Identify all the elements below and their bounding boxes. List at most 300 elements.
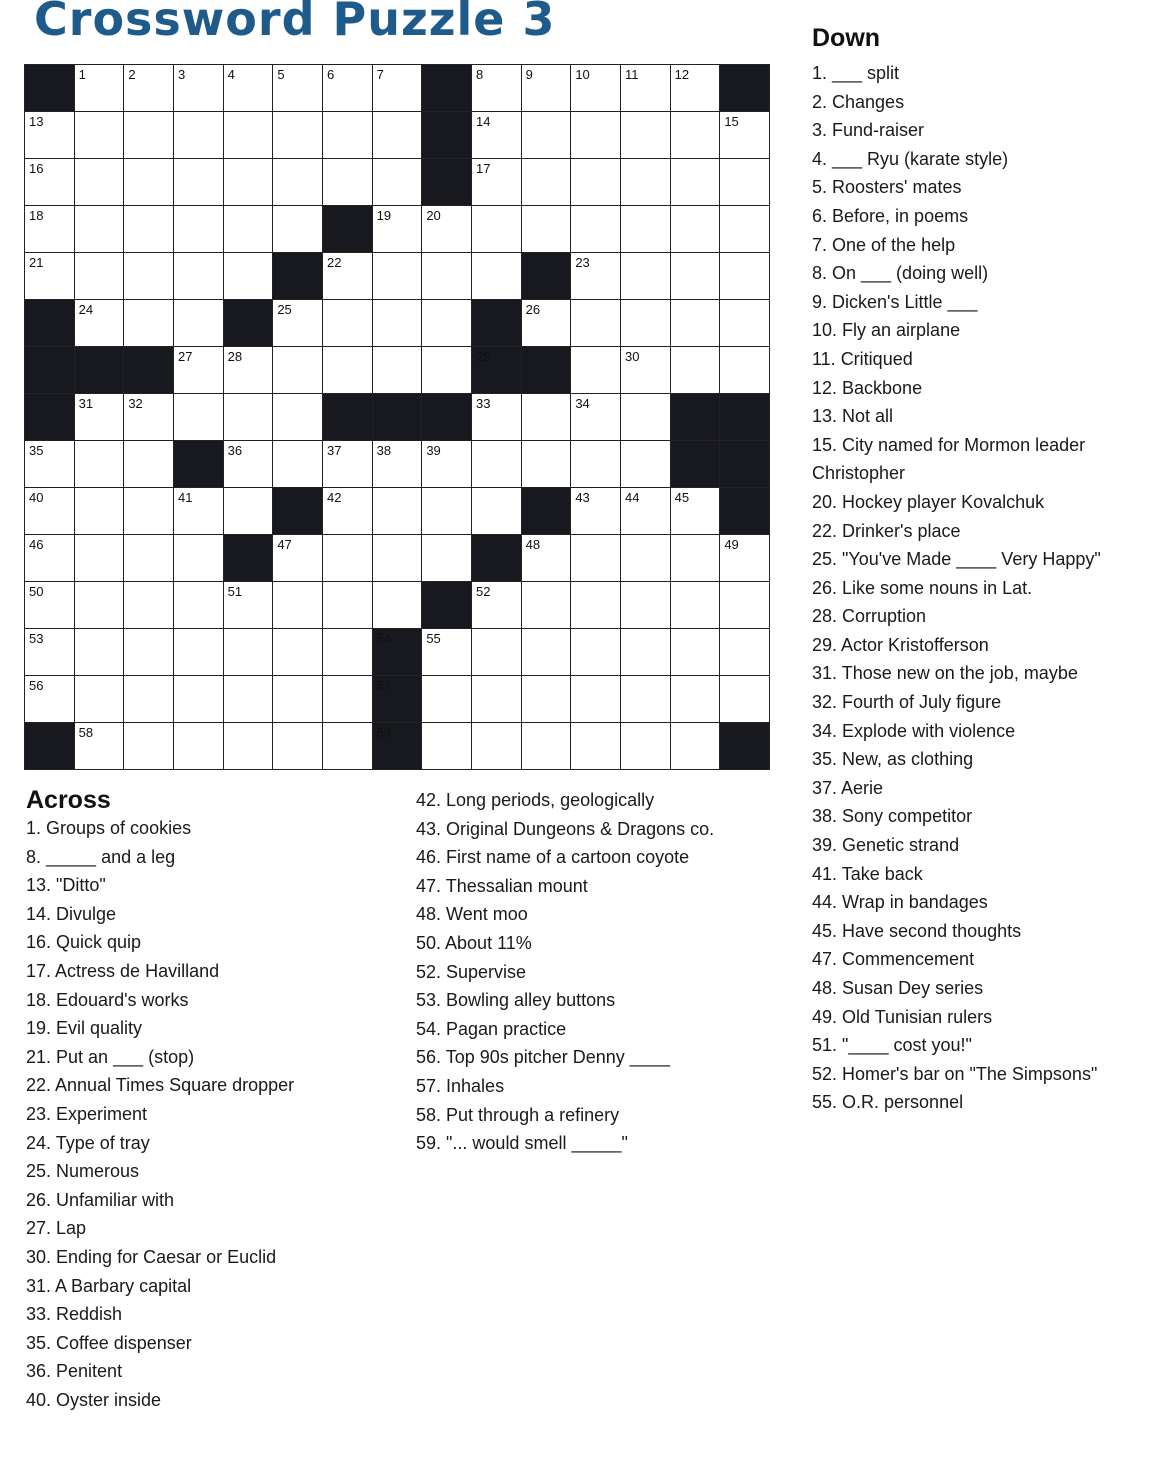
grid-cell[interactable] [323,253,372,299]
grid-cell[interactable] [174,300,223,346]
black-square [323,206,372,252]
grid-cell[interactable] [124,112,173,158]
grid-cell[interactable] [472,65,521,111]
grid-cell[interactable] [124,65,173,111]
grid-cell[interactable] [373,535,422,581]
clue-item: 11. Critiqued [812,348,913,369]
grid-cell[interactable] [273,629,322,675]
clue-item: 5. Roosters' mates [812,177,962,198]
black-square [124,347,173,393]
grid-cell[interactable] [571,629,620,675]
grid-cell[interactable] [522,676,571,722]
grid-cell[interactable] [124,441,173,487]
grid-cell[interactable] [224,676,273,722]
grid-cell[interactable] [75,441,124,487]
clue-item: Christopher [812,463,906,484]
grid-cell[interactable] [124,394,173,440]
cell-number: 13 [29,114,44,129]
grid-cell[interactable] [571,394,620,440]
grid-cell[interactable] [124,206,173,252]
grid-cell[interactable] [571,112,620,158]
grid-cell[interactable] [373,159,422,205]
grid-cell[interactable] [472,582,521,628]
clue-item: 59. "... would smell _____" [416,1133,628,1154]
grid-cell[interactable] [621,206,670,252]
grid-cell[interactable] [621,112,670,158]
crossword-grid [24,64,770,770]
grid-cell[interactable] [522,300,571,346]
grid-cell[interactable] [522,629,571,675]
grid-cell[interactable] [472,488,521,534]
black-square [174,441,223,487]
grid-cell[interactable] [174,629,223,675]
grid-cell[interactable] [571,723,620,769]
grid-cell[interactable] [224,488,273,534]
grid-cell[interactable] [522,112,571,158]
grid-cell[interactable] [75,65,124,111]
clue-item: 39. Genetic strand [812,835,960,856]
grid-cell[interactable] [373,300,422,346]
clue-item: 26. Like some nouns in Lat. [812,577,1033,598]
cell-number: 12 [674,67,690,82]
grid-cell[interactable] [25,582,74,628]
grid-cell[interactable] [720,206,769,252]
grid-cell[interactable] [621,535,670,581]
grid-cell[interactable] [224,65,273,111]
grid-cell[interactable] [621,488,670,534]
clue-item: 30. Ending for Caesar or Euclid [26,1246,277,1267]
grid-cell[interactable] [224,347,273,393]
clue-item: 18. Edouard's works [26,989,189,1010]
cell-number: 50 [29,584,44,599]
grid-cell[interactable] [124,159,173,205]
grid-cell[interactable] [25,488,74,534]
grid-cell[interactable] [323,441,372,487]
grid-cell[interactable] [273,723,322,769]
grid-cell[interactable] [75,112,124,158]
grid-cell[interactable] [522,441,571,487]
down-heading: Down [812,24,881,52]
grid-cell[interactable] [720,112,769,158]
grid-cell[interactable] [671,159,720,205]
grid-cell[interactable] [174,723,223,769]
grid-cell[interactable] [273,441,322,487]
grid-cell[interactable] [25,112,74,158]
grid-cell[interactable] [373,206,422,252]
grid-cell[interactable] [621,300,670,346]
grid-cell[interactable] [373,441,422,487]
grid-cell[interactable] [273,394,322,440]
cell-number: 42 [327,490,342,505]
cell-number: 25 [277,302,292,317]
cell-number: 46 [29,537,44,552]
grid-cell[interactable] [323,676,372,722]
clue-item: 46. First name of a cartoon coyote [416,847,690,868]
cell-number: 33 [476,396,491,411]
grid-cell[interactable] [472,723,521,769]
grid-cell[interactable] [273,535,322,581]
grid-cell[interactable] [373,582,422,628]
grid-cell[interactable] [25,206,74,252]
clue-item: 52. Homer's bar on "The Simpsons" [812,1063,1098,1084]
cell-number: 20 [426,208,441,223]
grid-cell[interactable] [571,488,620,534]
grid-cell[interactable] [671,300,720,346]
grid-cell[interactable] [124,253,173,299]
grid-cell[interactable] [422,629,471,675]
grid-cell[interactable] [224,629,273,675]
grid-cell[interactable] [671,676,720,722]
grid-cell[interactable] [373,65,422,111]
cell-number: 56 [29,678,44,693]
clue-item: 17. Actress de Havilland [26,960,220,981]
grid-cell[interactable] [621,253,670,299]
grid-cell[interactable] [25,253,74,299]
grid-cell[interactable] [224,253,273,299]
grid-cell[interactable] [373,112,422,158]
grid-cell[interactable] [174,253,223,299]
black-square [224,535,273,581]
grid-cell[interactable] [522,394,571,440]
grid-cell[interactable] [75,535,124,581]
clue-item: 43. Original Dungeons & Dragons co. [416,818,715,839]
grid-cell[interactable] [720,629,769,675]
grid-cell[interactable] [124,300,173,346]
grid-cell[interactable] [472,159,521,205]
grid-cell[interactable] [671,723,720,769]
clue-item: 14. Divulge [26,903,117,924]
grid-cell[interactable] [373,488,422,534]
grid-cell[interactable] [472,441,521,487]
cell-number: 8 [476,67,484,82]
clue-item: 13. "Ditto" [26,875,106,896]
grid-cell[interactable] [422,253,471,299]
grid-cell[interactable] [174,394,223,440]
black-square [273,488,322,534]
grid-cell[interactable] [571,676,620,722]
clue-item: 42. Long periods, geologically [416,790,655,810]
cell-number: 51 [227,584,243,599]
cell-number: 35 [29,443,44,458]
black-square [75,347,124,393]
clue-item: 26. Unfamiliar with [26,1189,175,1210]
black-square [25,300,74,346]
grid-cell[interactable] [124,723,173,769]
grid-cell[interactable] [75,300,124,346]
grid-cell[interactable] [25,159,74,205]
grid-cell[interactable] [571,253,620,299]
grid-cell[interactable] [323,159,372,205]
grid-cell[interactable] [323,535,372,581]
clue-item: 33. Reddish [26,1304,123,1325]
grid-cell[interactable] [621,347,670,393]
grid-cell[interactable] [124,582,173,628]
grid-cell[interactable] [124,488,173,534]
grid-cell[interactable] [75,629,124,675]
grid-cell[interactable] [75,159,124,205]
black-square [422,65,471,111]
grid-cell[interactable] [124,676,173,722]
grid-cell[interactable] [671,488,720,534]
grid-cell[interactable] [75,488,124,534]
cell-number: 15 [724,114,739,129]
clue-item: 24. Type of tray [26,1132,150,1153]
grid-cell[interactable] [174,676,223,722]
grid-cell[interactable] [273,347,322,393]
grid-cell[interactable] [720,300,769,346]
black-square [373,676,422,722]
cell-number: 5 [277,67,285,82]
puzzle-title: Crossword Puzzle 3 [34,0,556,46]
grid-cell[interactable] [373,253,422,299]
grid-cell[interactable] [720,159,769,205]
grid-cell[interactable] [273,159,322,205]
grid-cell[interactable] [25,535,74,581]
black-square [25,347,74,393]
grid-cell[interactable] [422,723,471,769]
grid-cell[interactable] [273,676,322,722]
black-square [373,394,422,440]
grid-cell[interactable] [522,159,571,205]
black-square [25,65,74,111]
cell-number: 16 [29,161,44,176]
grid-cell[interactable] [671,347,720,393]
grid-cell[interactable] [571,65,620,111]
grid-cell[interactable] [174,112,223,158]
grid-cell[interactable] [224,159,273,205]
grid-cell[interactable] [472,394,521,440]
grid-cell[interactable] [273,112,322,158]
grid-cell[interactable] [174,535,223,581]
black-square [720,65,769,111]
grid-cell[interactable] [522,535,571,581]
black-square [323,394,372,440]
grid-cell[interactable] [224,582,273,628]
black-square [671,394,720,440]
clue-item: 22. Drinker's place [812,520,961,541]
grid-cell[interactable] [422,535,471,581]
cell-number: 34 [575,396,590,411]
grid-cell[interactable] [571,441,620,487]
grid-cell[interactable] [720,253,769,299]
clue-item: 53. Bowling alley buttons [416,990,616,1011]
grid-cell[interactable] [522,582,571,628]
grid-cell[interactable] [621,65,670,111]
grid-cell[interactable] [224,112,273,158]
grid-cell[interactable] [621,159,670,205]
across-clue-list-2 [416,786,714,1158]
grid-cell[interactable] [472,676,521,722]
cell-number: 2 [128,67,136,82]
clue-item: 49. Old Tunisian rulers [812,1006,993,1027]
grid-cell[interactable] [671,65,720,111]
grid-cell[interactable] [174,347,223,393]
grid-cell[interactable] [323,300,372,346]
clue-item: 36. Penitent [26,1361,123,1382]
grid-cell[interactable] [621,582,670,628]
black-square [472,347,521,393]
grid-cell[interactable] [522,723,571,769]
grid-cell[interactable] [323,347,372,393]
grid-cell[interactable] [323,65,372,111]
grid-cell[interactable] [472,112,521,158]
black-square [720,394,769,440]
grid-cell[interactable] [422,441,471,487]
clue-item: 8. On ___ (doing well) [812,263,989,284]
grid-cell[interactable] [373,347,422,393]
clue-item: 22. Annual Times Square dropper [26,1075,295,1096]
clue-item: 56. Top 90s pitcher Denny ____ [416,1047,670,1068]
cell-number: 7 [376,67,384,82]
grid-cell[interactable] [571,582,620,628]
clue-item: 3. Fund-raiser [812,120,925,141]
cell-number: 38 [376,443,392,458]
grid-cell[interactable] [75,723,124,769]
across-heading: Across [26,786,111,814]
clue-item: 47. Thessalian mount [416,875,588,896]
clue-item: 44. Wrap in bandages [812,892,988,913]
cell-number: 55 [426,631,441,646]
grid-cell[interactable] [422,300,471,346]
grid-cell[interactable] [720,676,769,722]
black-square [422,112,471,158]
grid-cell[interactable] [174,488,223,534]
clue-item: 28. Corruption [812,606,927,627]
clue-item: 25. "You've Made ____ Very Happy" [812,549,1101,570]
grid-cell[interactable] [422,676,471,722]
clue-item: 8. _____ and a leg [26,846,176,867]
grid-cell[interactable] [273,300,322,346]
grid-cell[interactable] [422,347,471,393]
clue-item: 19. Evil quality [26,1018,143,1039]
grid-cell[interactable] [224,206,273,252]
cell-number: 40 [29,490,44,505]
clue-item: 34. Explode with violence [812,720,1016,741]
grid-cell[interactable] [621,723,670,769]
cell-number: 58 [78,725,94,740]
grid-cell[interactable] [323,723,372,769]
grid-cell[interactable] [75,394,124,440]
grid-cell[interactable] [25,629,74,675]
black-square [422,159,471,205]
clue-item: 4. ___ Ryu (karate style) [812,148,1009,169]
grid-cell[interactable] [323,582,372,628]
grid-cell[interactable] [422,488,471,534]
grid-cell[interactable] [174,206,223,252]
grid-cell[interactable] [621,629,670,675]
black-square [522,488,571,534]
grid-cell[interactable] [671,206,720,252]
down-clue-list [812,59,1101,1117]
clue-item: 9. Dicken's Little ___ [812,291,978,312]
clue-item: 48. Went moo [416,904,528,925]
grid-cell[interactable] [571,347,620,393]
grid-cell[interactable] [75,582,124,628]
grid-cell[interactable] [522,206,571,252]
clue-item: 13. Not all [812,406,894,427]
grid-cell[interactable] [720,535,769,581]
grid-cell[interactable] [422,206,471,252]
grid-cell[interactable] [671,582,720,628]
black-square [25,394,74,440]
black-square [522,347,571,393]
grid-cell[interactable] [25,441,74,487]
clue-item: 2. Changes [812,91,905,112]
black-square [720,723,769,769]
cell-number: 28 [227,349,243,364]
clue-item: 52. Supervise [416,961,527,982]
grid-cell[interactable] [671,629,720,675]
grid-cell[interactable] [273,582,322,628]
black-square [522,253,571,299]
cell-number: 30 [625,349,640,364]
grid-cell[interactable] [621,394,670,440]
clue-item: 41. Take back [812,863,923,884]
grid-cell[interactable] [671,253,720,299]
clue-item: 51. "____ cost you!" [812,1035,972,1056]
grid-cell[interactable] [273,206,322,252]
grid-cell[interactable] [571,206,620,252]
grid-cell[interactable] [124,535,173,581]
grid-cell[interactable] [472,206,521,252]
grid-cell[interactable] [571,300,620,346]
grid-cell[interactable] [124,629,173,675]
grid-cell[interactable] [224,441,273,487]
cell-number: 52 [476,584,491,599]
grid-cell[interactable] [323,488,372,534]
grid-cell[interactable] [224,394,273,440]
grid-cell[interactable] [75,253,124,299]
grid-cell[interactable] [174,159,223,205]
puzzle-title-area [30,0,590,48]
cell-number: 11 [625,67,639,82]
cell-number: 29 [476,349,491,364]
cell-number: 53 [29,631,44,646]
cell-number: 27 [178,349,193,364]
grid-cell[interactable] [323,629,372,675]
grid-cell[interactable] [621,441,670,487]
clue-item: 6. Before, in poems [812,205,969,226]
cell-number: 37 [327,443,342,458]
cell-number: 4 [227,67,235,82]
grid-cell[interactable] [273,65,322,111]
clue-item: 55. O.R. personnel [812,1092,964,1113]
grid-cell[interactable] [323,112,372,158]
cell-number: 18 [29,208,44,223]
grid-cell[interactable] [224,723,273,769]
grid-cell[interactable] [571,535,620,581]
grid-cell[interactable] [174,582,223,628]
grid-cell[interactable] [522,65,571,111]
grid-cell[interactable] [472,253,521,299]
black-square [373,723,422,769]
grid-cell[interactable] [720,582,769,628]
grid-cell[interactable] [671,535,720,581]
grid-cell[interactable] [75,206,124,252]
grid-cell[interactable] [571,159,620,205]
cell-number: 17 [476,161,491,176]
grid-cell[interactable] [671,112,720,158]
grid-cell[interactable] [621,676,670,722]
grid-cell[interactable] [75,676,124,722]
clue-item: 47. Commencement [812,949,975,970]
grid-cell[interactable] [720,347,769,393]
grid-cell[interactable] [472,629,521,675]
grid-cell[interactable] [25,676,74,722]
cell-number: 22 [327,255,342,270]
clue-item: 1. ___ split [812,63,900,83]
grid-cell[interactable] [174,65,223,111]
